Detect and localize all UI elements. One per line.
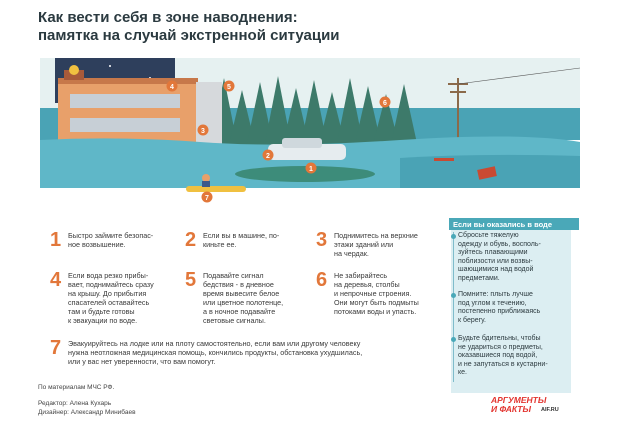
logo-line-1: АРГУМЕНТЫ — [491, 395, 547, 405]
svg-text:7: 7 — [205, 195, 209, 202]
tip-2 — [185, 230, 279, 250]
panel-item-2: Помните: плыть лучше под углом к течению, постепенно приближаясь к берегу. — [458, 291, 541, 324]
panel-timeline — [453, 232, 454, 382]
logo-line-2: И ФАКТЫ — [491, 404, 531, 414]
tip-text: Эвакуируйтесь на лодке или на плоту самостоятельно, если вам или другому человеку нужна неотложная медицинская помощь, кончились продукты, обстановка ухудшилась, или у вас нет уверенности, что вам помогут. — [68, 339, 363, 366]
marker-2 — [263, 150, 274, 161]
panel-item-1: Сбросьте тяжелую одежду и обувь, восполь- зуйтесь плавающими поблизости или возвы- шающимися над водой предметами. — [458, 232, 541, 282]
tip-number: 2 — [185, 229, 197, 251]
tip-1 — [50, 230, 153, 250]
marker-4 — [167, 81, 178, 92]
tip-number: 5 — [185, 269, 197, 291]
page-title — [38, 9, 340, 45]
panel-bullet — [451, 234, 456, 239]
tip-text: Быстро займите безопас- ное возвышение. — [68, 231, 154, 249]
marker-6 — [380, 97, 391, 108]
tip-number: 1 — [50, 229, 62, 251]
tip-3 — [316, 230, 418, 258]
tip-7 — [50, 338, 362, 366]
marker-3 — [198, 125, 209, 136]
panel-heading: Если вы оказались в воде — [449, 218, 579, 230]
tip-number: 4 — [50, 269, 62, 291]
panel-bullet — [451, 293, 456, 298]
tip-5 — [185, 270, 283, 325]
svg-text:2: 2 — [266, 153, 270, 160]
designer-credit: Дизайнер: Александр Минибаев — [38, 409, 136, 416]
tip-number: 7 — [50, 337, 62, 359]
tip-number: 6 — [316, 269, 328, 291]
source-note: По материалам МЧС РФ. — [38, 384, 115, 391]
panel-item-3: Будьте бдительны, чтобы не удариться о предметы, оказавшиеся под водой, и не запутаться в кустарни- ке. — [458, 335, 548, 377]
tip-6 — [316, 270, 419, 316]
aif-logo — [491, 395, 591, 419]
tip-text: Если вы в машине, по- киньте ее. — [203, 231, 280, 249]
tip-number: 3 — [316, 229, 328, 251]
title-line-2: памятка на случай экстренной ситуации — [38, 27, 340, 44]
panel-bullet — [451, 337, 456, 342]
title-line-1: Как вести себя в зоне наводнения: — [38, 9, 298, 26]
tip-4 — [50, 270, 154, 325]
tip-text: Не забирайтесь на деревья, столбы и непрочные строения. Они могут быть подмыты потоками воды и упасть. — [334, 271, 419, 316]
credits — [38, 399, 136, 417]
tip-text: Подавайте сигнал бедствия - в дневное время вывесите белое или цветное полотенце, а в ночное подавайте световые сигналы. — [203, 271, 284, 325]
svg-text:4: 4 — [170, 84, 174, 91]
editor-credit: Редактор: Алена Кухарь — [38, 400, 112, 407]
logo-site: AIF.RU — [541, 407, 559, 413]
marker-7 — [202, 192, 213, 203]
tips-grid — [0, 218, 440, 388]
svg-text:6: 6 — [383, 100, 387, 107]
flood-illustration — [0, 58, 620, 218]
marker-1 — [306, 163, 317, 174]
tip-text: Поднимитесь на верхние этажи зданий или на чердак. — [334, 231, 418, 258]
svg-text:1: 1 — [309, 166, 313, 173]
svg-text:5: 5 — [227, 84, 231, 91]
svg-text:3: 3 — [201, 128, 205, 135]
marker-5 — [224, 81, 235, 92]
tip-text: Если вода резко прибы- вает, поднимайтесь сразу на крышу. До прибытия спасателей оставайтесь там и будьте готовы к эвакуации по воде. — [68, 271, 154, 325]
